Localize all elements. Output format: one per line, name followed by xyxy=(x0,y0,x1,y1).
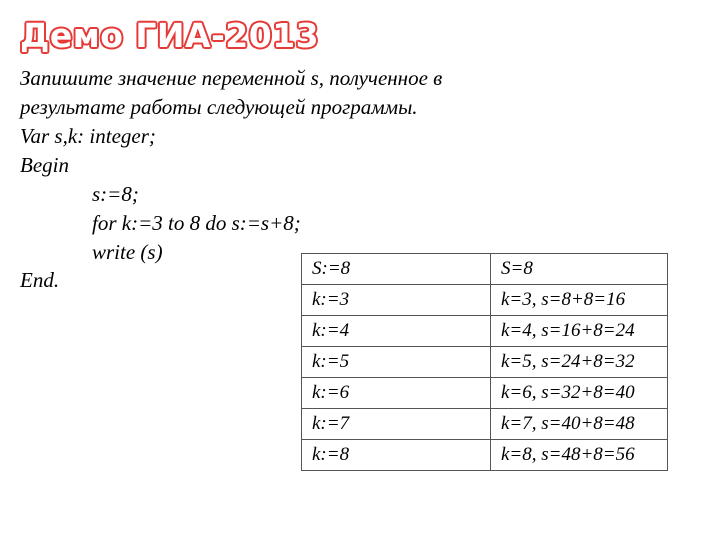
program-for-line: for k:=3 to 8 do s:=s+8; xyxy=(92,211,301,235)
program-var-line: Var s,k: integer; xyxy=(20,124,156,148)
table-cell-step: S:=8 xyxy=(302,254,491,285)
table-row xyxy=(302,409,668,440)
table-row xyxy=(302,347,668,378)
table-cell-result: k=8, s=48+8=56 xyxy=(491,440,668,471)
table-row xyxy=(302,285,668,316)
task-line-2: результате работы следующей программы. xyxy=(20,95,418,119)
program-assign-line: s:=8; xyxy=(92,182,139,206)
table-row xyxy=(302,440,668,471)
task-text-block xyxy=(20,64,442,267)
table-cell-result: k=3, s=8+8=16 xyxy=(491,285,668,316)
table-cell-step: k:=6 xyxy=(302,378,491,409)
table-cell-result: k=5, s=24+8=32 xyxy=(491,347,668,378)
table-cell-step: k:=5 xyxy=(302,347,491,378)
program-end-line: End. xyxy=(20,268,60,292)
table-cell-step: k:=7 xyxy=(302,409,491,440)
task-line-1: Запишите значение переменной s, полученное в xyxy=(20,66,443,90)
table-cell-result: k=4, s=16+8=24 xyxy=(491,316,668,347)
table-cell-step: k:=8 xyxy=(302,440,491,471)
table-cell-result: S=8 xyxy=(491,254,668,285)
trace-table xyxy=(301,253,668,471)
program-write-line: write (s) xyxy=(92,240,163,264)
table-cell-step: k:=3 xyxy=(302,285,491,316)
table-cell-step: k:=4 xyxy=(302,316,491,347)
table-cell-result: k=7, s=40+8=48 xyxy=(491,409,668,440)
slide-title: Демо ГИА-2013 xyxy=(20,16,320,55)
table-row xyxy=(302,254,668,285)
table-row xyxy=(302,316,668,347)
program-begin-line: Begin xyxy=(20,153,69,177)
table-row xyxy=(302,378,668,409)
table-cell-result: k=6, s=32+8=40 xyxy=(491,378,668,409)
